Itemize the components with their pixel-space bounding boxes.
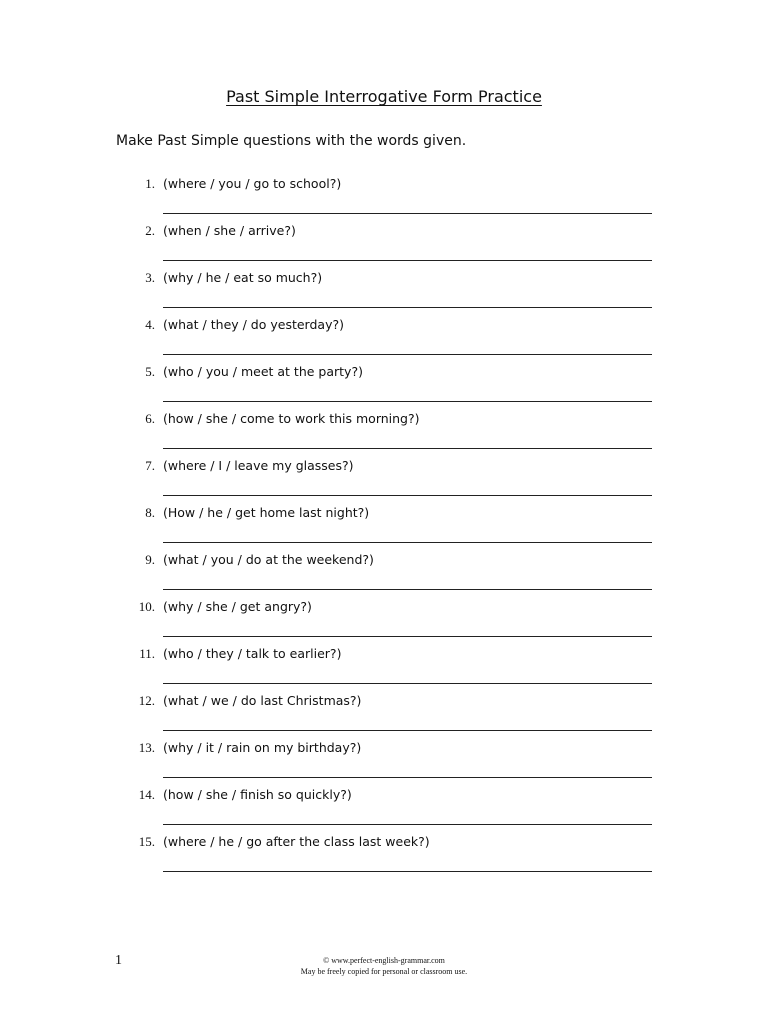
answer-line — [163, 824, 652, 825]
answer-line — [163, 683, 652, 684]
question-text: (when / she / arrive?) — [163, 223, 296, 238]
answer-line — [163, 401, 652, 402]
question-text: (who / they / talk to earlier?) — [163, 646, 342, 661]
question-text: (how / she / come to work this morning?) — [163, 411, 420, 426]
question-item — [0, 735, 768, 782]
question-number: 3. — [145, 270, 155, 285]
instructions: Make Past Simple questions with the words given. — [116, 133, 467, 149]
copyright-link[interactable]: © www.perfect-english-grammar.com — [323, 956, 445, 965]
answer-line — [163, 495, 652, 496]
question-item — [0, 500, 768, 547]
page-title — [0, 86, 768, 108]
question-number: 1. — [145, 176, 155, 191]
answer-line — [163, 589, 652, 590]
answer-line — [163, 871, 652, 872]
question-item — [0, 359, 768, 406]
question-item — [0, 547, 768, 594]
answer-line — [163, 260, 652, 261]
question-number: 12. — [138, 693, 155, 708]
answer-line — [163, 307, 652, 308]
question-item — [0, 782, 768, 829]
question-text: (why / he / eat so much?) — [163, 270, 323, 285]
footer — [0, 955, 768, 977]
question-item — [0, 641, 768, 688]
question-text: (what / they / do yesterday?) — [163, 317, 344, 332]
page-number: 1 — [115, 953, 122, 968]
answer-line — [163, 636, 652, 637]
question-item — [0, 171, 768, 218]
question-item — [0, 406, 768, 453]
question-number: 5. — [145, 364, 155, 379]
question-text: (where / you / go to school?) — [163, 176, 342, 191]
question-number: 7. — [145, 458, 155, 473]
question-item — [0, 265, 768, 312]
copy-notice: May be freely copied for personal or classroom use. — [300, 967, 468, 976]
question-number: 6. — [145, 411, 155, 426]
question-text: (why / it / rain on my birthday?) — [163, 740, 362, 755]
question-number: 2. — [145, 223, 155, 238]
question-text: (what / we / do last Christmas?) — [163, 693, 362, 708]
question-item — [0, 829, 768, 876]
answer-line — [163, 777, 652, 778]
question-list — [0, 171, 768, 876]
answer-line — [163, 354, 652, 355]
question-number: 11. — [139, 646, 155, 661]
question-text: (what / you / do at the weekend?) — [163, 552, 374, 567]
question-item — [0, 218, 768, 265]
question-number: 14. — [138, 787, 155, 802]
answer-line — [163, 448, 652, 449]
question-item — [0, 453, 768, 500]
question-text: (why / she / get angry?) — [163, 599, 312, 614]
question-text: (who / you / meet at the party?) — [163, 364, 363, 379]
question-text: (where / I / leave my glasses?) — [163, 458, 354, 473]
answer-line — [163, 213, 652, 214]
question-item — [0, 688, 768, 735]
question-number: 13. — [138, 740, 155, 755]
question-number: 4. — [145, 317, 155, 332]
answer-line — [163, 542, 652, 543]
question-item — [0, 594, 768, 641]
question-text: (How / he / get home last night?) — [163, 505, 370, 520]
question-text: (where / he / go after the class last week?) — [163, 834, 430, 849]
question-number: 10. — [138, 599, 155, 614]
question-text: (how / she / finish so quickly?) — [163, 787, 352, 802]
question-item — [0, 312, 768, 359]
question-number: 9. — [145, 552, 155, 567]
page-title-text: Past Simple Interrogative Form Practice — [226, 87, 542, 106]
question-number: 8. — [145, 505, 155, 520]
answer-line — [163, 730, 652, 731]
question-number: 15. — [138, 834, 155, 849]
